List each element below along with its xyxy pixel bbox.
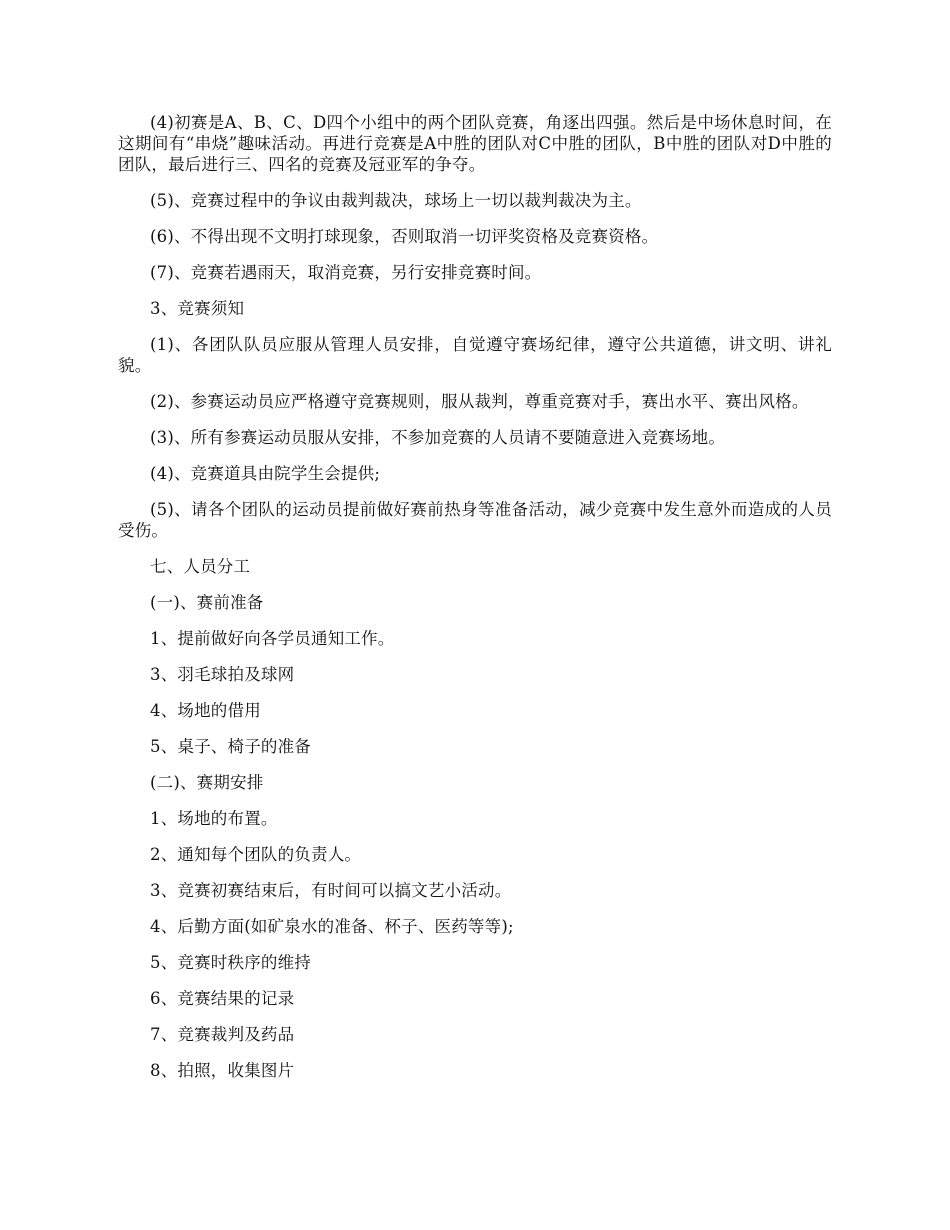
section-heading-notice: 3、竞赛须知 bbox=[150, 299, 245, 318]
paragraph-notice-5: (5)、请各个团队的运动员提前做好赛前热身等准备活动，减少竞赛中发生意外而造成的人员受伤。 bbox=[118, 500, 832, 540]
list-item: 1、提前做好向各学员通知工作。 bbox=[150, 629, 395, 648]
list-item: 5、桌子、椅子的准备 bbox=[150, 737, 311, 756]
list-item: 4、场地的借用 bbox=[150, 701, 261, 720]
list-item: 7、竞赛裁判及药品 bbox=[150, 1025, 295, 1044]
paragraph-notice-1: (1)、各团队队员应服从管理人员安排，自觉遵守赛场纪律，遵守公共道德，讲文明、讲礼貌。 bbox=[118, 335, 832, 375]
list-item: 3、竞赛初赛结束后，有时间可以搞文艺小活动。 bbox=[150, 881, 512, 900]
list-item: 2、通知每个团队的负责人。 bbox=[150, 845, 362, 864]
list-item: 3、羽毛球拍及球网 bbox=[150, 665, 295, 684]
section-heading-staffing: 七、人员分工 bbox=[150, 557, 251, 576]
paragraph-notice-2: (2)、参赛运动员应严格遵守竞赛规则，服从裁判，尊重竞赛对手，赛出水平、赛出风格。 bbox=[150, 392, 809, 411]
paragraph-notice-4: (4)、竞赛道具由院学生会提供; bbox=[150, 464, 381, 483]
list-item: 4、后勤方面(如矿泉水的准备、杯子、医药等等); bbox=[150, 917, 514, 936]
paragraph-conduct-rule: (6)、不得出现不文明打球现象，否则取消一切评奖资格及竞赛资格。 bbox=[150, 227, 659, 246]
paragraph-rain-rule: (7)、竞赛若遇雨天，取消竞赛，另行安排竞赛时间。 bbox=[150, 263, 542, 282]
list-item: 5、竞赛时秩序的维持 bbox=[150, 953, 311, 972]
subheading-match-period: (二)、赛期安排 bbox=[150, 773, 264, 792]
paragraph-notice-3: (3)、所有参赛运动员服从安排，不参加竞赛的人员请不要随意进入竞赛场地。 bbox=[150, 428, 726, 447]
paragraph-dispute-rule: (5)、竞赛过程中的争议由裁判裁决，球场上一切以裁判裁决为主。 bbox=[150, 191, 642, 210]
list-item: 8、拍照，收集图片 bbox=[150, 1061, 295, 1080]
paragraph-prelim-rules: (4)初赛是A、B、C、D四个小组中的两个团队竞赛，角逐出四强。然后是中场休息时间，在这期间有“串烧”趣味活动。再进行竞赛是A中胜的团队对C中胜的团队，B中胜的团队对D中胜的团队，最后进行三、四名的竞赛及冠亚军的争夺。 bbox=[118, 113, 832, 174]
list-item: 6、竞赛结果的记录 bbox=[150, 989, 295, 1008]
list-item: 1、场地的布置。 bbox=[150, 809, 278, 828]
subheading-pre-match: (一)、赛前准备 bbox=[150, 593, 264, 612]
